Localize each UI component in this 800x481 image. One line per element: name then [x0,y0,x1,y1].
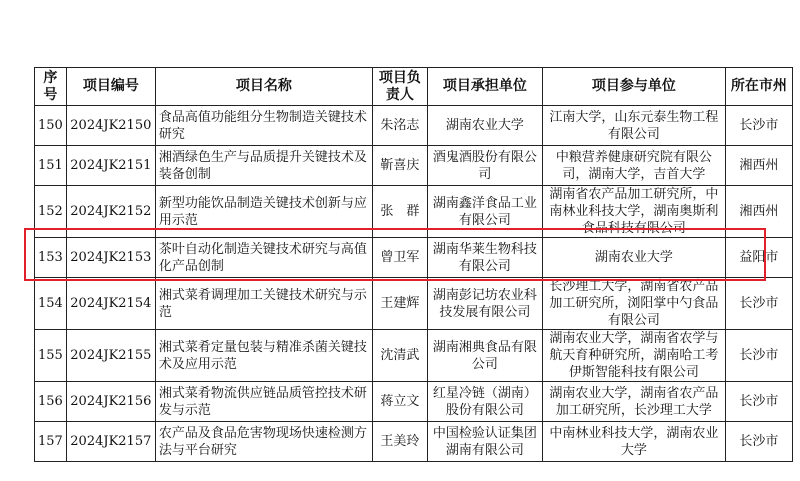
cell-partners: 湖南农业大学，湖南省农产品加工研究所，长沙理工大学 [542,382,725,422]
cell-lead: 沈清武 [372,330,427,382]
cell-lead: 王建辉 [372,278,427,330]
header-partners: 项目参与单位 [542,68,725,106]
cell-code: 2024JK2153 [66,238,155,278]
cell-code: 2024JK2154 [66,278,155,330]
cell-name: 湘式菜肴调理加工关键技术研究与示范 [155,278,372,330]
cell-no: 157 [35,422,67,462]
cell-city: 长沙市 [725,382,792,422]
header-row [35,68,793,106]
cell-unit: 红星冷链（湖南）股份有限公司 [427,382,542,422]
cell-code: 2024JK2152 [66,186,155,238]
cell-partners: 江南大学，山东元泰生物工程有限公司 [542,106,725,146]
header-lead: 项目负责人 [372,68,427,106]
cell-city: 长沙市 [725,106,792,146]
cell-unit: 湖南鑫洋食品工业有限公司 [427,186,542,238]
cell-partners: 湖南农业大学 [542,238,725,278]
cell-lead: 靳喜庆 [372,146,427,186]
cell-city: 益阳市 [725,238,792,278]
cell-no: 153 [35,238,67,278]
table-row [35,382,793,422]
cell-name: 新型功能饮品制造关键技术创新与应用示范 [155,186,372,238]
cell-no: 155 [35,330,67,382]
cell-code: 2024JK2151 [66,146,155,186]
cell-code: 2024JK2157 [66,422,155,462]
cell-partners: 中南林业科技大学，湖南农业大学 [542,422,725,462]
cell-code: 2024JK2155 [66,330,155,382]
cell-name: 食品高值功能组分生物制造关键技术研究 [155,106,372,146]
cell-partners: 中粮营养健康研究院有限公司，湖南大学，吉首大学 [542,146,725,186]
table-row [35,186,793,238]
table-row [35,422,793,462]
cell-lead: 曾卫军 [372,238,427,278]
cell-lead: 朱洺志 [372,106,427,146]
table-row [35,330,793,382]
cell-lead: 蒋立文 [372,382,427,422]
header-city: 所在市州 [725,68,792,106]
cell-unit: 湖南彭记坊农业科技发展有限公司 [427,278,542,330]
cell-name: 湘酒绿色生产与品质提升关键技术及装备创制 [155,146,372,186]
cell-name: 茶叶自动化制造关键技术研究与高值化产品创制 [155,238,372,278]
cell-unit: 中国检验认证集团湖南有限公司 [427,422,542,462]
cell-city: 长沙市 [725,422,792,462]
project-table [34,67,793,462]
cell-no: 156 [35,382,67,422]
cell-name: 农产品及食品危害物现场快速检测方法与平台研究 [155,422,372,462]
cell-unit: 湖南湘典食品有限公司 [427,330,542,382]
cell-code: 2024JK2150 [66,106,155,146]
cell-unit: 酒鬼酒股份有限公司 [427,146,542,186]
cell-city: 湘西州 [725,146,792,186]
cell-city: 长沙市 [725,278,792,330]
cell-no: 151 [35,146,67,186]
cell-city: 湘西州 [725,186,792,238]
table-row [35,106,793,146]
table-row-highlighted [35,238,793,278]
cell-unit: 湖南华莱生物科技有限公司 [427,238,542,278]
cell-partners: 长沙理工大学，湖南省农产品加工研究所，浏阳掌中勺食品有限公司 [542,278,725,330]
cell-code: 2024JK2156 [66,382,155,422]
cell-lead: 王美玲 [372,422,427,462]
header-name: 项目名称 [155,68,372,106]
cell-city: 长沙市 [725,330,792,382]
cell-no: 154 [35,278,67,330]
cell-partners: 湖南省农产品加工研究所，中南林业科技大学，湖南奥斯利食品科技有限公司 [542,186,725,238]
header-no: 序号 [35,68,67,106]
cell-no: 152 [35,186,67,238]
cell-partners: 湖南农业大学，湖南省农学与航天育种研究所，湖南哈工考伊斯智能科技有限公司 [542,330,725,382]
cell-no: 150 [35,106,67,146]
cell-name: 湘式菜肴定量包装与精准杀菌关键技术及应用示范 [155,330,372,382]
table-row [35,146,793,186]
cell-name: 湘式菜肴物流供应链品质管控技术研发与示范 [155,382,372,422]
table-row [35,278,793,330]
cell-lead: 张 群 [372,186,427,238]
header-code: 项目编号 [66,68,155,106]
header-unit: 项目承担单位 [427,68,542,106]
cell-unit: 湖南农业大学 [427,106,542,146]
